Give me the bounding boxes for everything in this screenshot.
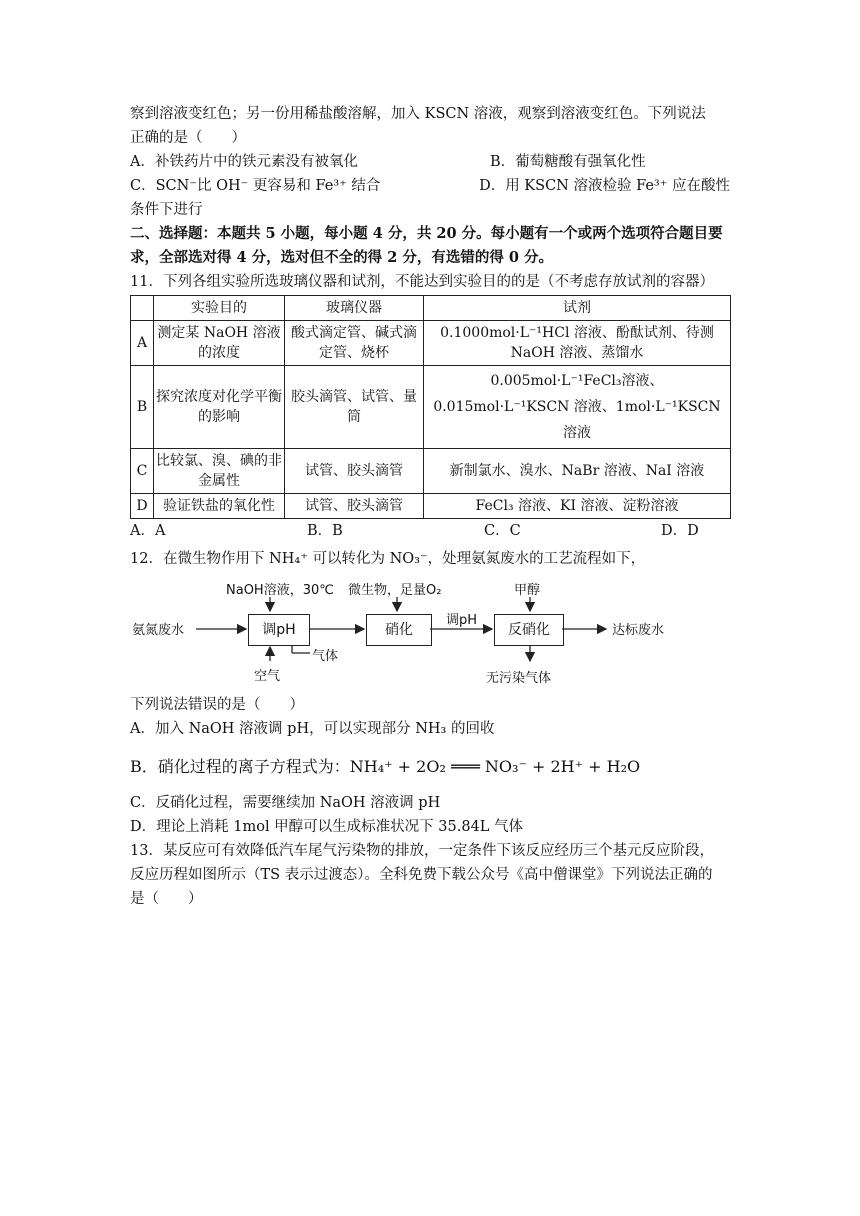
section2-heading-line1: 二、选择题：本题共 5 小题，每小题 4 分，共 20 分。每小题有一个或两个选项符合题目要 [130,225,723,242]
row-label: B [131,366,154,449]
row-instrument: 试管、胶头滴管 [285,494,424,519]
q10-option-c: C．SCN⁻比 OH⁻ 更容易和 Fe³⁺ 结合 [130,178,381,194]
row-aim: 验证铁盐的氧化性 [154,494,285,519]
row-aim: 探究浓度对化学平衡的影响 [154,366,285,449]
process-flow-diagram [130,577,730,689]
q11-options [130,519,730,543]
q12-option-c: C．反硝化过程，需要继续加 NaOH 溶液调 pH [130,795,441,811]
q12-stem: 12．在微生物作用下 NH₄⁺ 可以转化为 NO₃⁻，处理氨氮废水的工艺流程如下， [130,551,646,567]
table-header-row [131,296,731,321]
q13-stem-line3: 是（ ） [130,891,203,907]
q10-option-b: B．葡萄糖酸有强氧化性 [490,154,646,170]
q12-option-b: B．硝化过程的离子方程式为：NH₄⁺ + 2O₂ ═══ NO₃⁻ + 2H⁺ + H₂O [130,757,641,776]
row-aim: 比较氯、溴、碘的非金属性 [154,449,285,494]
row-reagent: 新制氯水、溴水、NaBr 溶液、NaI 溶液 [424,449,731,494]
q10-options-ab [130,150,730,174]
q11-option-d: D．D [661,523,699,539]
table-header-reagent: 试剂 [424,296,731,321]
row-reagent: FeCl₃ 溶液、KI 溶液、淀粉溶液 [424,494,731,519]
row-reagent: 0.005mol·L⁻¹FeCl₃溶液、0.015mol·L⁻¹KSCN 溶液、1mol·L⁻¹KSCN 溶液 [424,366,731,449]
q10-stem-line1: 察到溶液变红色；另一份用稀盐酸溶解，加入 KSCN 溶液，观察到溶液变红色。下列说法 [130,106,706,122]
table-row [131,494,731,519]
section2-heading-line2: 求，全部选对得 4 分，选对但不全的得 2 分，有选错的得 0 分。 [130,249,554,266]
q11-option-b: B．B [307,523,343,539]
q13-stem-line1: 13．某反应可有效降低汽车尾气污染物的排放，一定条件下该反应经历三个基元反应阶段， [130,843,714,859]
q12-option-d: D．理论上消耗 1mol 甲醇可以生成标准状况下 35.84L 气体 [130,819,524,835]
flow-arrow23-label: 调pH [446,613,478,628]
flow-box-denitrification: 反硝化 [494,614,564,646]
q12-option-a: A．加入 NaOH 溶液调 pH，可以实现部分 NH₃ 的回收 [130,721,495,737]
q10-option-d-cont: 条件下进行 [130,202,203,218]
row-label: D [131,494,154,519]
row-instrument: 胶头滴管、试管、量筒 [285,366,424,449]
flow-box-nitrification: 硝化 [366,614,432,646]
flow-box1-gas-label: 气体 [312,649,339,664]
table-row [131,366,731,449]
flow-box1-air-label: 空气 [254,669,281,684]
flow-input-label: 氨氮废水 [132,623,185,638]
flow-output-label: 达标废水 [612,623,665,638]
q13-stem-line2: 反应历程如图所示（TS 表示过渡态）。全科免费下载公众号《高中僧课堂》下列说法正确的 [130,867,713,883]
q10-stem-line2: 正确的是（ ） [130,130,246,146]
flow-box-adjust-ph: 调pH [248,614,310,646]
q10-option-d: D．用 KSCN 溶液检验 Fe³⁺ 应在酸性 [479,178,730,194]
row-aim: 测定某 NaOH 溶液的浓度 [154,321,285,366]
table-header-blank [131,296,154,321]
q12-question: 下列说法错误的是（ ） [130,697,304,713]
exam-page [130,102,730,911]
table-header-aim: 实验目的 [154,296,285,321]
row-label: A [131,321,154,366]
row-label: C [131,449,154,494]
row-reagent: 0.1000mol·L⁻¹HCl 溶液、酚酞试剂、待测 NaOH 溶液、蒸馏水 [424,321,731,366]
q10-options-cd [130,174,730,198]
q11-option-a: A．A [130,523,166,539]
table-header-instrument: 玻璃仪器 [285,296,424,321]
q11-table [130,295,731,519]
flow-box3-bottom-label: 无污染气体 [486,671,552,686]
table-row [131,321,731,366]
q11-option-c: C．C [484,523,521,539]
row-instrument: 酸式滴定管、碱式滴定管、烧杯 [285,321,424,366]
flow-box1-top-label: NaOH溶液，30℃ [226,583,334,598]
q10-option-a: A．补铁药片中的铁元素没有被氧化 [130,154,358,170]
q11-stem: 11．下列各组实验所选玻璃仪器和试剂，不能达到实验目的的是（不考虑存放试剂的容器） [130,274,714,290]
flow-box2-top-label: 微生物，足量O₂ [348,583,442,598]
flow-box3-top-label: 甲醇 [514,583,541,598]
row-instrument: 试管、胶头滴管 [285,449,424,494]
table-row [131,449,731,494]
